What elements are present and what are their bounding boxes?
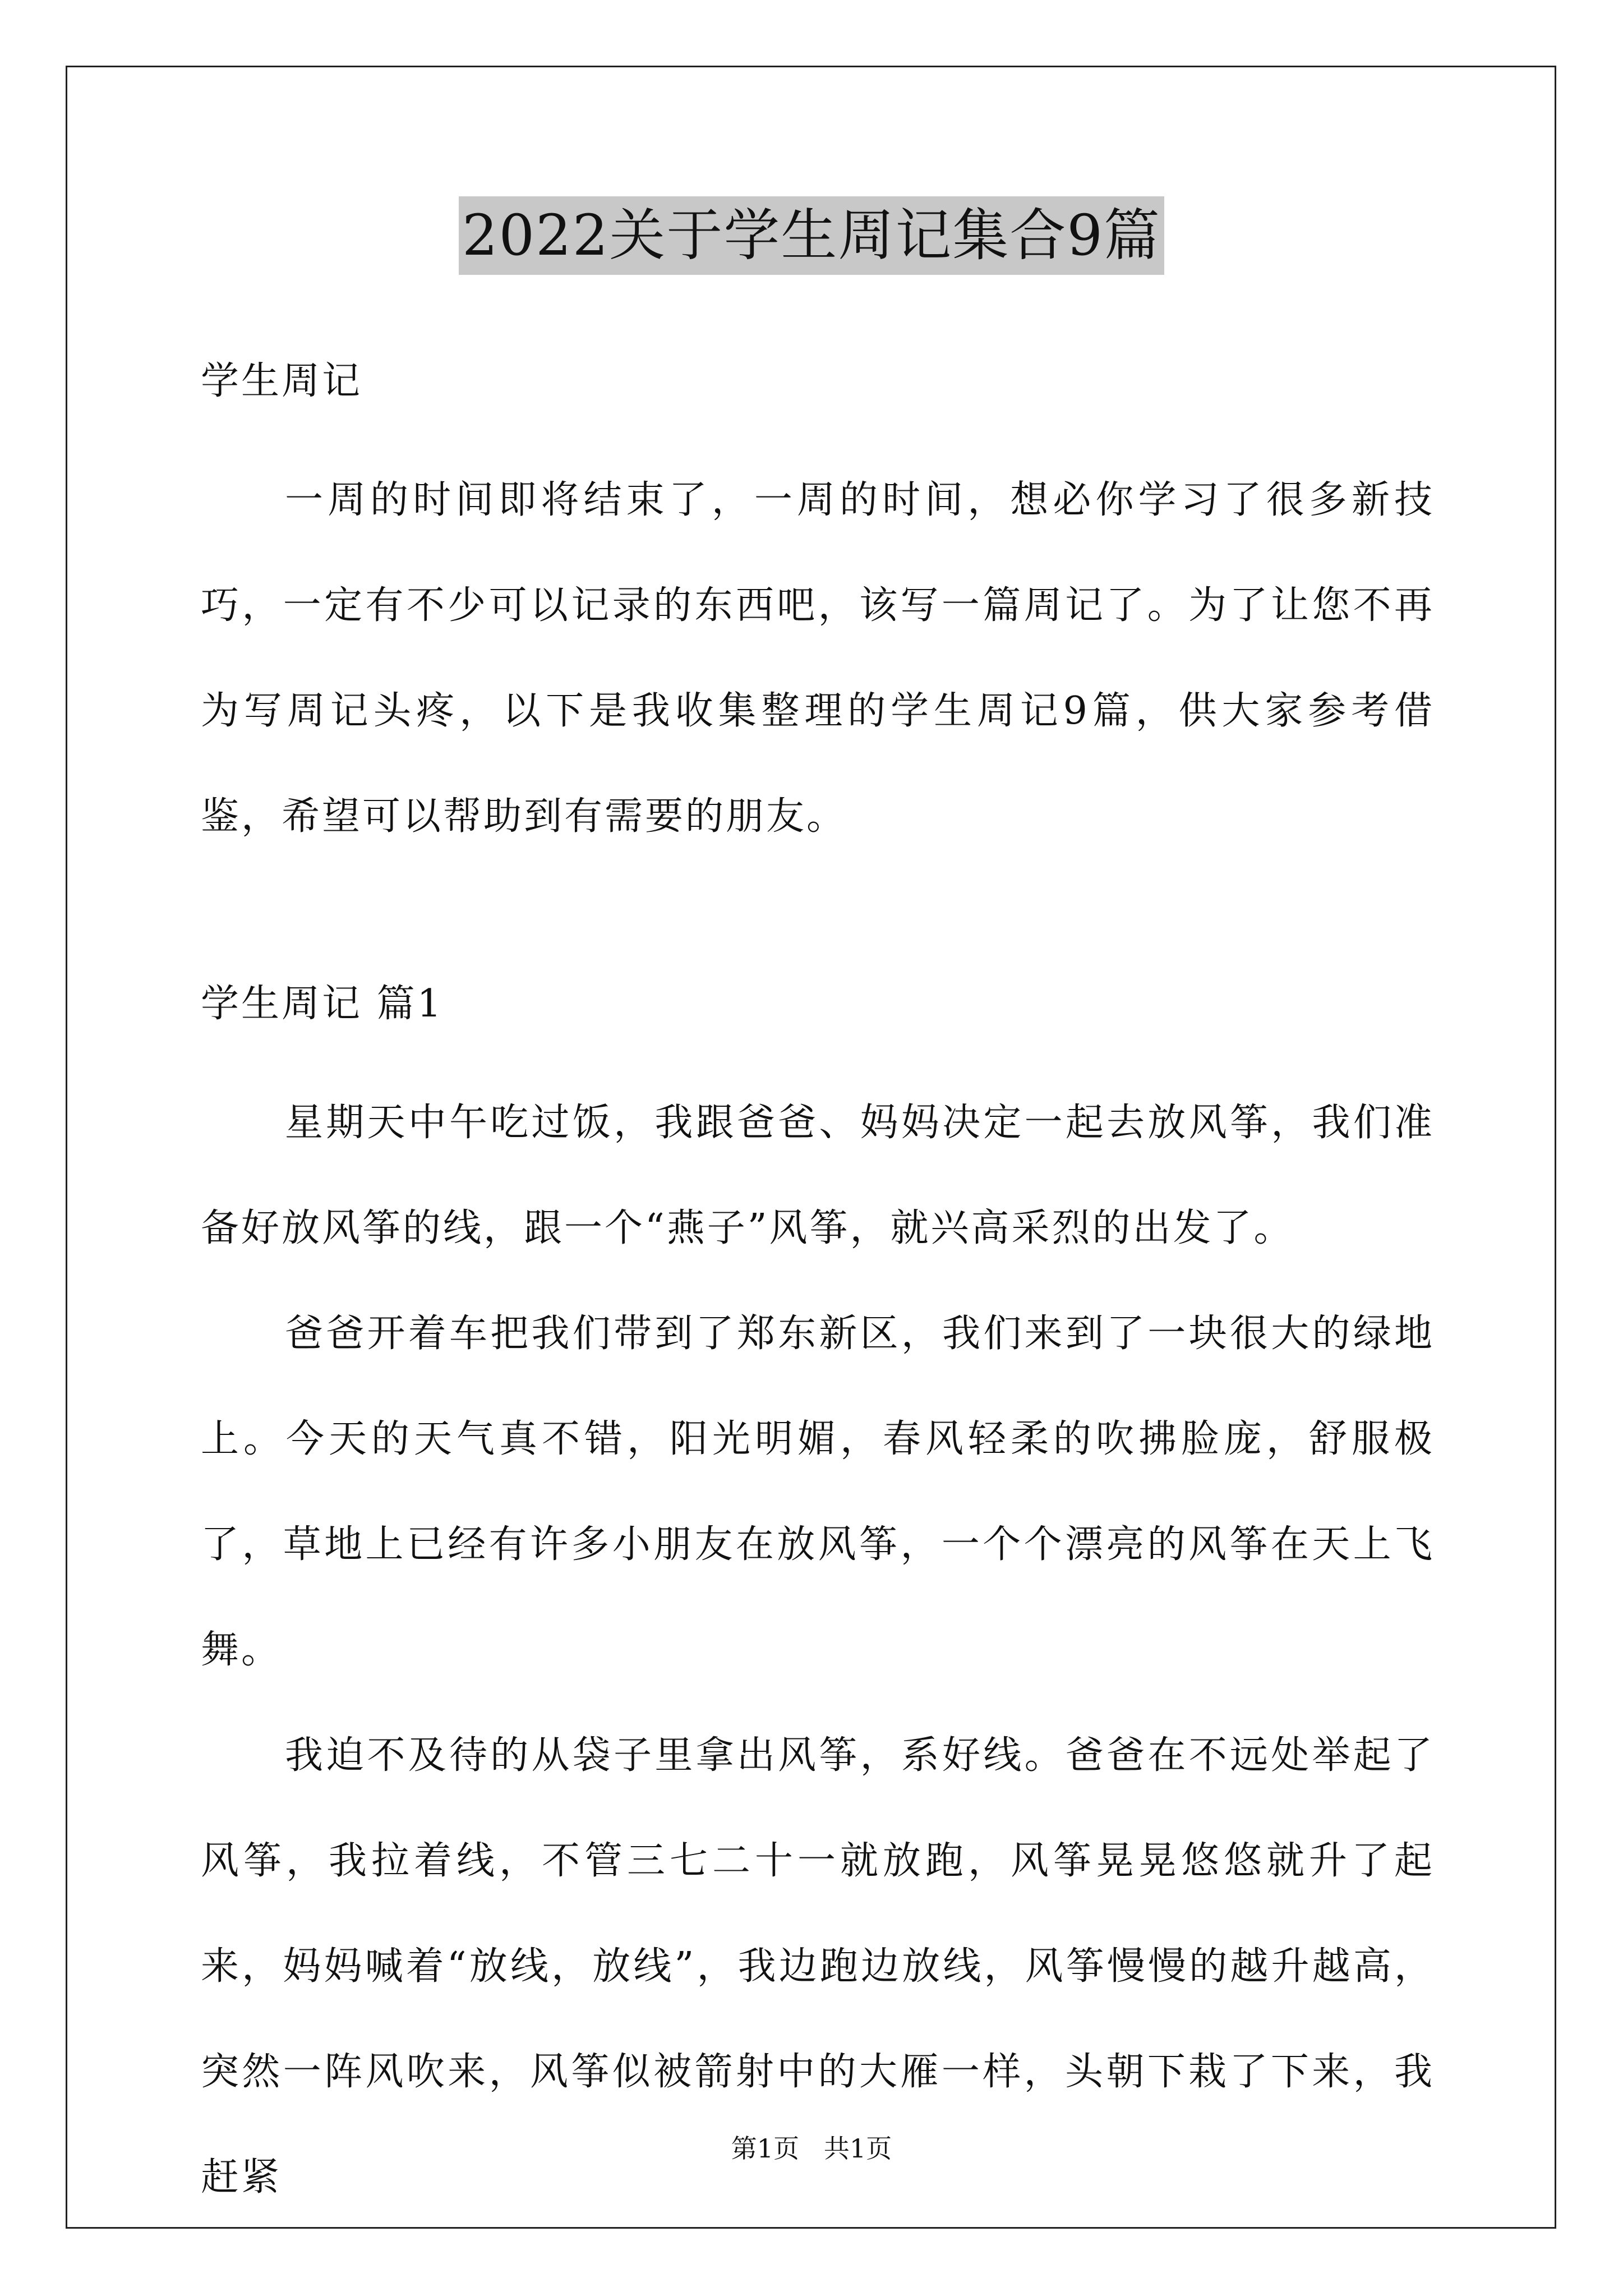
section-paragraph-3: 我迫不及待的从袋子里拿出风筝，系好线。爸爸在不远处举起了风筝，我拉着线，不管三七二十一就放跑，风筝晃晃悠悠就升了起来，妈妈喊着“放线，放线”，我边跑边放线，风筝慢慢的越升越高，突然一阵风吹来，风筝似被箭射中的大雁一样，头朝下栽了下来，我赶紧 bbox=[201, 1733, 1435, 2200]
section-paragraph-2: 爸爸开着车把我们带到了郑东新区，我们来到了一块很大的绿地上。今天的天气真不错，阳光明媚，春风轻柔的吹拂脸庞，舒服极了，草地上已经有许多小朋友在放风筝，一个个漂亮的风筝在天上飞舞。 bbox=[201, 1312, 1435, 1672]
document-body bbox=[201, 342, 1435, 2230]
title-container bbox=[0, 196, 1623, 275]
section-heading: 学生周记 篇1 bbox=[201, 982, 444, 1026]
intro-heading: 学生周记 bbox=[201, 359, 363, 403]
intro-paragraph: 一周的时间即将结束了，一周的时间，想必你学习了很多新技巧，一定有不少可以记录的东西吧，该写一篇周记了。为了让您不再为写周记头疼，以下是我收集整理的学生周记9篇，供大家参考借鉴，希望可以帮助到有需要的朋友。 bbox=[201, 478, 1435, 839]
document-title: 2022关于学生周记集合9篇 bbox=[459, 196, 1164, 275]
section-paragraph-1: 星期天中午吃过饭，我跟爸爸、妈妈决定一起去放风筝，我们准备好放风筝的线，跟一个“燕子”风筝，就兴高采烈的出发了。 bbox=[201, 1101, 1435, 1250]
page-footer: 第1页 共1页 bbox=[731, 2133, 892, 2164]
